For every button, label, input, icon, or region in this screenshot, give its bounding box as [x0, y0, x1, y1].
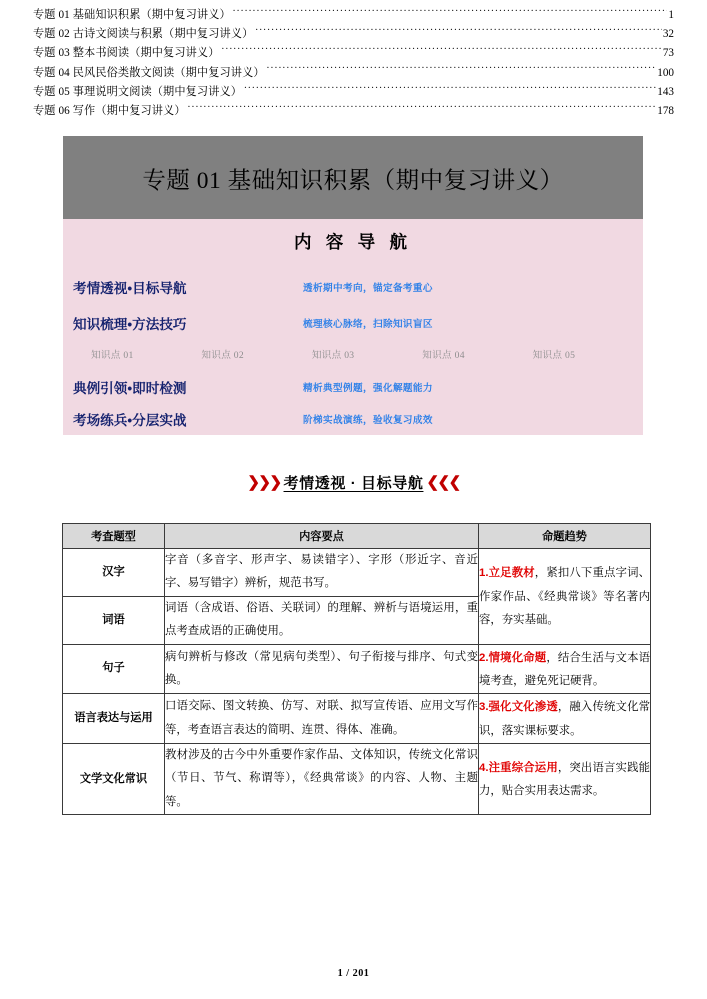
nav-item-label: 典例引领•即时检测 — [73, 381, 187, 396]
toc-entry[interactable] — [33, 44, 674, 63]
toc-entry-label: 专题 03 整本书阅读（期中复习讲义） — [33, 47, 220, 60]
exam-overview-table — [62, 523, 651, 815]
toc-entry-label: 专题 01 基础知识积累（期中复习讲义） — [33, 9, 231, 21]
nav-item-exam-insight[interactable] — [63, 277, 643, 297]
cell-trend — [479, 744, 651, 815]
nav-item-practice-drill[interactable] — [63, 409, 643, 429]
toc-dot-leader — [255, 26, 661, 37]
trend-item — [479, 694, 650, 743]
knowledge-point-item[interactable]: 知识点 02 — [201, 350, 244, 361]
cell-trend — [479, 549, 651, 645]
toc-entry[interactable] — [33, 102, 674, 121]
trend-text: ，紧扣八下重点字词、作家作品、《经典常谈》等名著内容，夯实基础。 — [479, 567, 650, 626]
cell-question-type: 汉字 — [63, 549, 165, 597]
cell-question-type: 文学文化常识 — [63, 744, 165, 815]
table-row — [63, 644, 651, 694]
column-header-trend: 命题趋势 — [479, 524, 651, 549]
table-row — [63, 549, 651, 597]
column-header-question-type: 考查题型 — [63, 524, 165, 549]
section-header — [0, 472, 707, 493]
knowledge-point-item[interactable]: 知识点 05 — [532, 350, 576, 361]
toc-entry-page: 178 — [657, 105, 674, 118]
cell-content-points: 字音（多音字、形声字、易读错字）、字形（形近字、音近字、易写错字）辨析，规范书写。 — [165, 549, 479, 597]
cell-question-type: 词语 — [63, 596, 165, 644]
nav-item-description: 阶梯实战演练，验收复习成效 — [303, 415, 433, 426]
knowledge-point-item[interactable]: 知识点 04 — [422, 350, 465, 361]
knowledge-point-item[interactable]: 知识点 03 — [311, 350, 355, 361]
nav-item-description: 精析典型例题，强化解题能力 — [303, 383, 433, 394]
toc-entry-page: 32 — [662, 28, 674, 41]
column-header-content-points: 内容要点 — [165, 524, 479, 549]
knowledge-point-item[interactable]: 知识点 01 — [91, 350, 134, 361]
cell-trend — [479, 694, 651, 744]
toc-entry-page: 100 — [657, 66, 674, 79]
trend-text: ，结合生活与文本语境考查，避免死记硬背。 — [479, 651, 650, 687]
chapter-title-banner — [63, 136, 643, 219]
chapter-title: 专题 01 基础知识积累（期中复习讲义） — [142, 167, 564, 194]
chevron-right-triple-icon: ❯❯❯ — [247, 474, 281, 491]
content-navigation-panel — [63, 219, 643, 435]
toc-entry-page: 73 — [662, 47, 674, 60]
toc-entry-label: 专题 02 古诗文阅读与积累（期中复习讲义） — [33, 28, 254, 41]
cell-content-points: 教材涉及的古今中外重要作家作品、文体知识，传统文化常识（节日、节气、称谓等），《经典常谈》的内容、人物、主题等。 — [165, 744, 479, 815]
trend-item — [479, 560, 650, 632]
toc-entry-label: 专题 05 事理说明文阅读（期中复习讲义） — [33, 85, 243, 98]
toc-entry[interactable] — [33, 25, 674, 44]
toc-entry-page: 1 — [668, 9, 674, 21]
trend-keyword: 4.注重综合运用 — [479, 761, 558, 774]
toc-entry[interactable] — [33, 64, 674, 83]
trend-text: ，融入传统文化常识，落实课标要求。 — [479, 701, 650, 737]
cell-question-type: 语言表达与运用 — [63, 694, 165, 744]
table-of-contents — [33, 6, 674, 121]
trend-keyword: 1.立足教材 — [479, 567, 535, 580]
content-navigation-heading: 内 容 导 航 — [293, 232, 413, 252]
cell-question-type: 句子 — [63, 644, 165, 694]
toc-entry-label: 专题 04 民风民俗类散文阅读（期中复习讲义） — [33, 66, 265, 79]
table-header-row — [63, 524, 651, 549]
toc-entry[interactable] — [33, 6, 674, 25]
trend-keyword: 3.强化文化渗透 — [479, 701, 558, 714]
toc-entry-page: 143 — [657, 85, 674, 98]
trend-text: ，突出语言实践能力，贴合实用表达需求。 — [479, 761, 650, 798]
toc-entry-label: 专题 06 写作（期中复习讲义） — [33, 105, 186, 118]
toc-dot-leader — [267, 65, 657, 76]
nav-item-description: 透析期中考向，锚定备考重心 — [303, 283, 433, 294]
nav-item-knowledge-review[interactable] — [63, 313, 643, 333]
trend-item — [479, 645, 650, 694]
toc-dot-leader — [244, 84, 656, 95]
toc-dot-leader — [233, 7, 668, 18]
section-header-title: 考情透视 · 目标导航 — [283, 475, 424, 492]
toc-dot-leader — [188, 103, 657, 114]
page-footer — [0, 968, 707, 979]
cell-content-points: 病句辨析与修改（常见病句类型）、句子衔接与排序、句式变换。 — [165, 644, 479, 694]
cell-trend — [479, 644, 651, 694]
nav-item-label: 知识梳理•方法技巧 — [73, 317, 187, 332]
knowledge-point-list — [63, 347, 643, 361]
trend-keyword: 2.情境化命题 — [479, 651, 547, 664]
cell-content-points: 口语交际、图文转换、仿写、对联、拟写宣传语、应用文写作等，考查语言表达的简明、连贯、得体、准确。 — [165, 694, 479, 744]
chevron-left-triple-icon: ❮❮❮ — [426, 474, 460, 491]
nav-item-description: 梳理核心脉络，扫除知识盲区 — [303, 319, 433, 330]
cell-content-points: 词语（含成语、俗语、关联词）的理解、辨析与语境运用，重点考查成语的正确使用。 — [165, 596, 479, 644]
nav-item-example-guidance[interactable] — [63, 377, 643, 397]
nav-item-label: 考情透视•目标导航 — [73, 281, 187, 296]
page-indicator: 1 / 201 — [337, 968, 370, 979]
toc-dot-leader — [222, 45, 662, 56]
toc-entry[interactable] — [33, 83, 674, 102]
nav-item-label: 考场练兵•分层实战 — [73, 413, 187, 428]
table-row — [63, 694, 651, 744]
table-row — [63, 744, 651, 815]
trend-item — [479, 755, 650, 804]
